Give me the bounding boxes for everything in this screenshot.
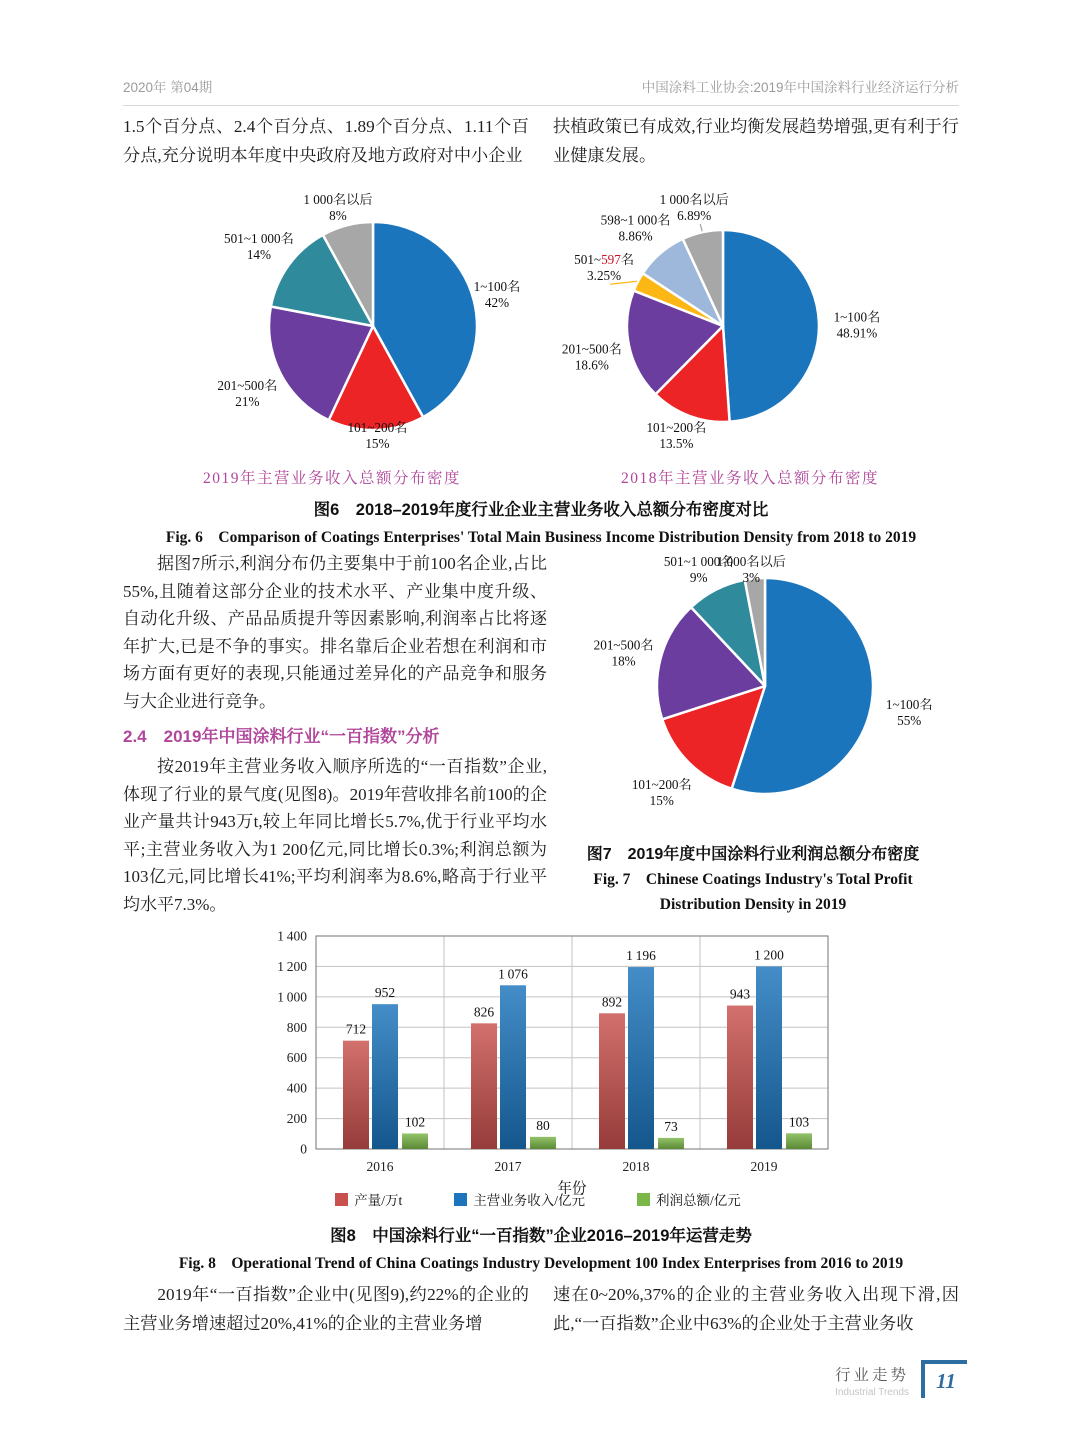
figure7-column (547, 550, 959, 918)
pie-caption-2019-revenue: 2019年主营业务收入总额分布密度 (202, 470, 461, 487)
closing-col-left: 2019年“一百指数”企业中(见图9),约22%的企业的主营业务增速超过20%,41%的企业的主营业务增 (123, 1285, 529, 1333)
svg-text:9%: 9% (689, 570, 708, 585)
svg-text:200: 200 (286, 1111, 307, 1127)
svg-text:201~500名: 201~500名 (561, 341, 622, 357)
body-paragraph-index100: 按2019年主营业务收入顺序所选的“一百指数”企业,体现了行业的景气度(见图8)。2019年营收排名前100的企业产量共计943万t,较上年同比增长5.7%,优于行业平均水平;主营业务收入为1 200亿元,同比增长0.3%;利润总额为103亿元,同比增长41%;平均利润率为8.6%,略高于行业平均水平7.3%。 (123, 757, 547, 914)
svg-text:80: 80 (536, 1117, 550, 1133)
svg-text:2019: 2019 (750, 1159, 778, 1174)
legend-item (454, 1189, 585, 1209)
svg-text:15%: 15% (649, 793, 674, 809)
svg-text:103: 103 (788, 1114, 810, 1130)
svg-text:598~1 000名: 598~1 000名 (600, 212, 671, 228)
intro-paragraphs (123, 112, 959, 170)
middle-text-column (123, 550, 547, 918)
bar-legend (238, 1189, 838, 1209)
svg-text:年份: 年份 (557, 1181, 587, 1197)
svg-text:101~200名: 101~200名 (631, 777, 692, 793)
intro-col-left: 1.5个百分点、2.4个百分点、1.89个百分点、1.11个百分点,充分说明本年度中央政府及地方政府对中小企业 (123, 117, 529, 165)
pie-figure-2018-revenue (541, 188, 959, 488)
legend-label: 利润总额/亿元 (656, 1193, 741, 1208)
svg-text:201~500名: 201~500名 (217, 378, 278, 394)
page-footer (835, 1360, 967, 1398)
svg-text:55%: 55% (897, 712, 922, 728)
svg-text:2017: 2017 (494, 1159, 522, 1174)
svg-text:501~597名: 501~597名 (574, 252, 635, 268)
footer-section-en: Industrial Trends (835, 1387, 909, 1398)
svg-text:18.6%: 18.6% (574, 357, 609, 373)
svg-text:712: 712 (345, 1021, 367, 1037)
svg-text:892: 892 (601, 994, 623, 1010)
legend-swatch-icon (454, 1193, 467, 1206)
pie-figure-2019-revenue (123, 188, 541, 488)
body-paragraph-profit: 据图7所示,利润分布仍主要集中于前100名企业,占比55%,且随着这部分企业的技术水平、产业集中度升级、自动化升级、产品品质提升等因素影响,利润率占比将逐年扩大,已是不争的事实。排名靠后企业若想在利润和市场方面有更好的表现,只能通过差异化的产品竞争和服务与大企业进行竞争。 (123, 554, 547, 711)
svg-text:943: 943 (729, 986, 751, 1002)
svg-text:1 200: 1 200 (277, 958, 307, 974)
svg-text:1 200: 1 200 (754, 947, 784, 963)
footer-section-name (835, 1360, 909, 1398)
figure8-caption-en: Fig. 8 Operational Trend of China Coatings Industry Development 100 Index Enterprises from 2016 to 2019 (178, 1255, 904, 1272)
svg-text:101~200名: 101~200名 (347, 420, 408, 435)
svg-text:8%: 8% (329, 208, 347, 223)
svg-text:1 000: 1 000 (277, 989, 307, 1005)
pie-chart-2019-profit (547, 550, 959, 836)
svg-text:501~1 000名: 501~1 000名 (224, 231, 294, 247)
figure7-caption (547, 841, 959, 917)
figure7-caption-zh: 图7 2019年度中国涂料行业利润总额分布密度 (586, 846, 920, 863)
svg-text:201~500名: 201~500名 (593, 637, 654, 653)
svg-text:73: 73 (664, 1118, 678, 1134)
page-header (123, 76, 959, 106)
svg-text:48.91%: 48.91% (836, 325, 878, 341)
legend-item (637, 1189, 741, 1209)
bar-chart-index100-trend (238, 916, 838, 1197)
figure7-caption-en-line2: Distribution Density in 2019 (659, 896, 847, 913)
svg-text:1 000名以后: 1 000名以后 (303, 192, 373, 207)
legend-label: 产量/万t (354, 1193, 403, 1208)
svg-text:13.5%: 13.5% (659, 436, 694, 451)
figure8-caption (123, 1222, 959, 1273)
figure6-caption-en: Fig. 6 Comparison of Coatings Enterprises' Total Main Business Income Distribution Density from 2018 to 2019 (165, 529, 917, 546)
figure6-caption (123, 496, 959, 547)
page-number: 11 (936, 1368, 956, 1393)
figure6-caption-zh: 图6 2018–2019年度行业企业主营业务收入总额分布密度对比 (313, 501, 769, 519)
closing-paragraphs (123, 1280, 959, 1338)
svg-text:21%: 21% (235, 394, 260, 410)
svg-text:400: 400 (286, 1080, 307, 1096)
svg-text:2016: 2016 (366, 1159, 394, 1174)
pie-chart-2019-revenue (123, 188, 541, 460)
intro-col-right: 扶植政策已有成效,行业均衡发展趋势增强,更有利于行业健康发展。 (553, 117, 959, 165)
svg-text:826: 826 (473, 1004, 495, 1020)
footer-section-zh: 行业走势 (834, 1367, 909, 1384)
svg-text:8.86%: 8.86% (618, 228, 653, 244)
legend-swatch-icon (637, 1193, 650, 1206)
figure7-caption-en-line1: Fig. 7 Chinese Coatings Industry's Total Profit (593, 871, 913, 888)
svg-text:2018: 2018 (622, 1159, 650, 1174)
svg-text:3.25%: 3.25% (587, 268, 622, 284)
svg-text:501~1 000名: 501~1 000名 (663, 554, 734, 569)
page-number-bracket (921, 1360, 967, 1398)
svg-text:800: 800 (286, 1019, 307, 1035)
figure6-charts (123, 188, 959, 488)
pie-caption-2018-revenue: 2018年主营业务收入总额分布密度 (620, 470, 879, 487)
svg-text:3%: 3% (742, 570, 761, 585)
svg-text:1 000名以后: 1 000名以后 (716, 554, 786, 569)
svg-text:14%: 14% (246, 247, 272, 263)
svg-text:102: 102 (404, 1114, 426, 1130)
figure8-chart (238, 916, 838, 1209)
running-title: 中国涂料工业协会:2019年中国涂料行业经济运行分析 (641, 80, 959, 95)
figure8-caption-zh: 图8 中国涂料行业“一百指数”企业2016–2019年运营走势 (330, 1227, 752, 1245)
svg-text:1~100名: 1~100名 (833, 309, 881, 325)
svg-text:6.89%: 6.89% (677, 208, 712, 223)
svg-text:42%: 42% (484, 294, 510, 310)
legend-swatch-icon (335, 1193, 348, 1206)
svg-text:1 196: 1 196 (626, 948, 656, 964)
svg-text:1 400: 1 400 (277, 928, 307, 944)
svg-text:1 076: 1 076 (498, 966, 528, 982)
middle-section (123, 550, 959, 918)
section-heading-2-4: 2.4 2019年中国涂料行业“一百指数”分析 (123, 727, 440, 746)
svg-text:600: 600 (286, 1050, 307, 1066)
svg-text:952: 952 (374, 985, 396, 1001)
closing-col-right: 速在0~20%,37%的企业的主营业务收入出现下滑,因此,“一百指数”企业中63%的企业处于主营业务收 (553, 1285, 959, 1333)
svg-text:101~200名: 101~200名 (646, 420, 707, 435)
svg-text:1 000名以后: 1 000名以后 (659, 192, 729, 207)
svg-text:15%: 15% (365, 436, 390, 451)
svg-text:1~100名: 1~100名 (885, 696, 933, 712)
legend-label: 主营业务收入/亿元 (473, 1193, 585, 1208)
legend-item (335, 1189, 402, 1209)
svg-text:18%: 18% (611, 653, 636, 669)
issue-label: 2020年 第04期 (123, 80, 213, 95)
svg-text:0: 0 (300, 1141, 307, 1157)
pie-chart-2018-revenue (541, 188, 959, 460)
svg-text:1~100名: 1~100名 (473, 278, 521, 294)
